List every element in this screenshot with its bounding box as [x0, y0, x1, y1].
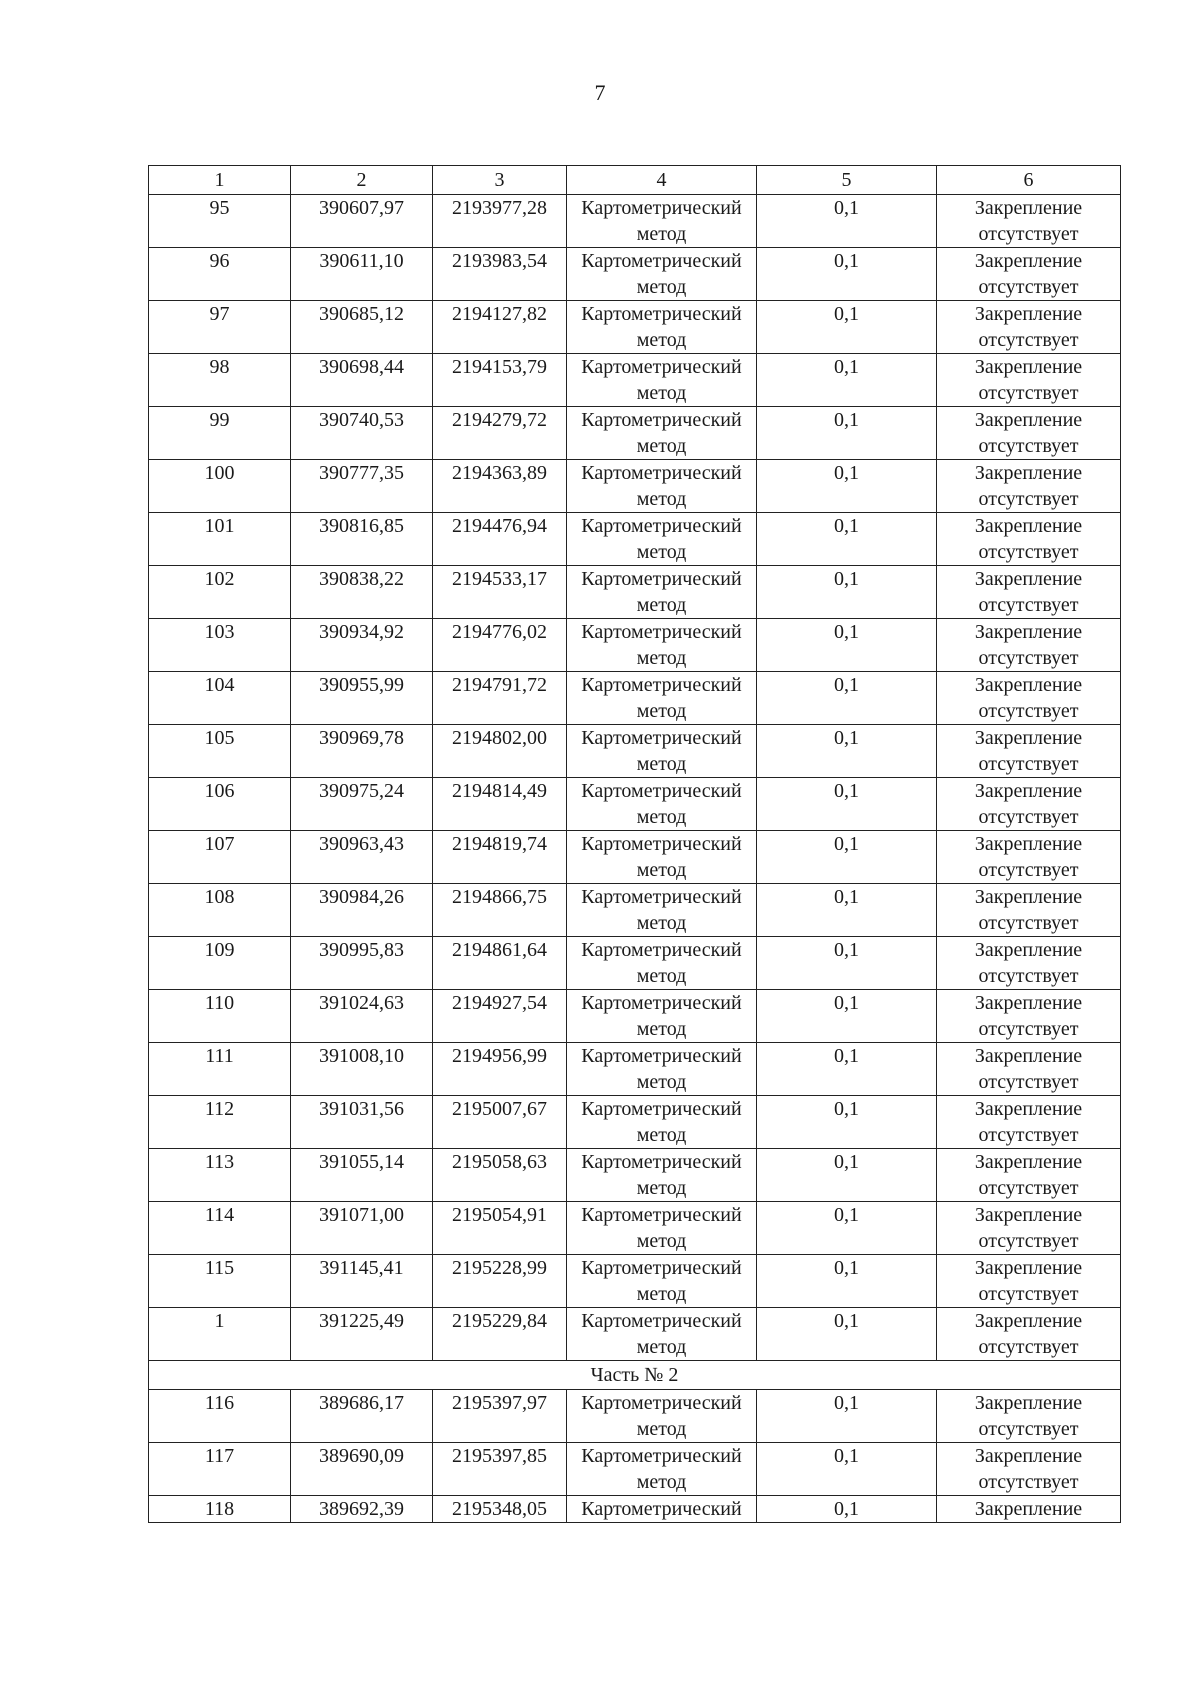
method-cell — [567, 1308, 757, 1361]
method-cell-line1: Картометрический — [581, 1045, 742, 1067]
method-cell-line2: метод — [636, 700, 687, 722]
method-cell-line2: метод — [636, 1336, 687, 1358]
x-coordinate-cell: 391225,49 — [291, 1308, 433, 1361]
y-coordinate-cell: 2194927,54 — [433, 990, 567, 1043]
fixation-cell-line2: отсутствует — [978, 1471, 1079, 1493]
method-cell — [567, 195, 757, 248]
table-row — [149, 1390, 1121, 1443]
y-coordinate-cell: 2195397,85 — [433, 1443, 567, 1496]
method-cell — [567, 1496, 757, 1523]
point-number-cell: 105 — [149, 725, 291, 778]
table-row — [149, 301, 1121, 354]
point-number-cell: 115 — [149, 1255, 291, 1308]
x-coordinate-cell: 390698,44 — [291, 354, 433, 407]
point-number-cell: 109 — [149, 937, 291, 990]
page-number: 7 — [594, 80, 606, 105]
method-cell — [567, 407, 757, 460]
point-number-cell: 116 — [149, 1390, 291, 1443]
fixation-cell-line1: Закрепление — [974, 1392, 1083, 1414]
x-coordinate-cell: 390984,26 — [291, 884, 433, 937]
table-row — [149, 1443, 1121, 1496]
x-coordinate-cell: 389690,09 — [291, 1443, 433, 1496]
accuracy-cell: 0,1 — [757, 513, 937, 566]
accuracy-cell: 0,1 — [757, 831, 937, 884]
point-number-cell: 103 — [149, 619, 291, 672]
method-cell — [567, 937, 757, 990]
y-coordinate-cell: 2195397,97 — [433, 1390, 567, 1443]
column-header: 2 — [291, 166, 433, 195]
method-cell — [567, 725, 757, 778]
method-cell-line1: Картометрический — [581, 939, 742, 961]
fixation-cell — [937, 566, 1121, 619]
table-row — [149, 884, 1121, 937]
section-row — [149, 1361, 1121, 1390]
fixation-cell-line1: Закрепление — [974, 1310, 1083, 1332]
y-coordinate-cell: 2194363,89 — [433, 460, 567, 513]
fixation-cell-line1: Закрепление — [974, 1045, 1083, 1067]
point-number-cell: 97 — [149, 301, 291, 354]
method-cell-line2: метод — [636, 1071, 687, 1093]
table-row — [149, 937, 1121, 990]
accuracy-cell: 0,1 — [757, 460, 937, 513]
method-cell-line1: Картометрический — [581, 833, 742, 855]
x-coordinate-cell: 390975,24 — [291, 778, 433, 831]
x-coordinate-cell: 390963,43 — [291, 831, 433, 884]
table-row — [149, 990, 1121, 1043]
point-number-cell: 108 — [149, 884, 291, 937]
y-coordinate-cell: 2193983,54 — [433, 248, 567, 301]
method-cell-line2: метод — [636, 223, 687, 245]
table-row — [149, 460, 1121, 513]
table-row — [149, 778, 1121, 831]
fixation-cell — [937, 248, 1121, 301]
method-cell-line2: метод — [636, 912, 687, 934]
method-cell-line2: метод — [636, 1418, 687, 1440]
fixation-cell-line1: Закрепление — [974, 1098, 1083, 1120]
y-coordinate-cell: 2194153,79 — [433, 354, 567, 407]
accuracy-cell: 0,1 — [757, 1096, 937, 1149]
method-cell-line1: Картометрический — [581, 1392, 742, 1414]
fixation-cell-line2: отсутствует — [978, 647, 1079, 669]
x-coordinate-cell: 390816,85 — [291, 513, 433, 566]
method-cell — [567, 1043, 757, 1096]
fixation-cell-line1: Закрепление — [974, 1257, 1083, 1279]
fixation-cell-line2: отсутствует — [978, 594, 1079, 616]
y-coordinate-cell: 2194279,72 — [433, 407, 567, 460]
y-coordinate-cell: 2194127,82 — [433, 301, 567, 354]
table-row — [149, 1255, 1121, 1308]
method-cell-line1: Картометрический — [581, 1204, 742, 1226]
method-cell-line1: Картометрический — [581, 1257, 742, 1279]
fixation-cell-line1: Закрепление — [974, 250, 1083, 272]
method-cell — [567, 619, 757, 672]
y-coordinate-cell: 2194861,64 — [433, 937, 567, 990]
column-header: 5 — [757, 166, 937, 195]
fixation-cell — [937, 513, 1121, 566]
fixation-cell — [937, 778, 1121, 831]
table-row — [149, 619, 1121, 672]
method-cell-line2: метод — [636, 276, 687, 298]
accuracy-cell: 0,1 — [757, 1202, 937, 1255]
accuracy-cell: 0,1 — [757, 1443, 937, 1496]
accuracy-cell: 0,1 — [757, 1390, 937, 1443]
fixation-cell — [937, 354, 1121, 407]
x-coordinate-cell: 390611,10 — [291, 248, 433, 301]
point-number-cell: 107 — [149, 831, 291, 884]
method-cell-line2: метод — [636, 647, 687, 669]
fixation-cell-line1: Закрепление — [974, 515, 1083, 537]
fixation-cell-line1: Закрепление — [974, 568, 1083, 590]
x-coordinate-cell: 389692,39 — [291, 1496, 433, 1523]
table-row — [149, 195, 1121, 248]
point-number-cell: 102 — [149, 566, 291, 619]
method-cell — [567, 566, 757, 619]
fixation-cell — [937, 460, 1121, 513]
fixation-cell — [937, 831, 1121, 884]
method-cell — [567, 354, 757, 407]
method-cell-line1: Картометрический — [581, 727, 742, 749]
fixation-cell-line2: отсутствует — [978, 753, 1079, 775]
y-coordinate-cell: 2194476,94 — [433, 513, 567, 566]
accuracy-cell: 0,1 — [757, 884, 937, 937]
method-cell — [567, 831, 757, 884]
method-cell-line2: метод — [636, 541, 687, 563]
fixation-cell-line2: отсутствует — [978, 1124, 1079, 1146]
fixation-cell-line2: отсутствует — [978, 1230, 1079, 1252]
accuracy-cell: 0,1 — [757, 301, 937, 354]
point-number-cell: 104 — [149, 672, 291, 725]
fixation-cell-line2: отсутствует — [978, 435, 1079, 457]
fixation-cell-line1: Закрепление — [974, 1445, 1083, 1467]
table-row — [149, 1096, 1121, 1149]
method-cell-line2: метод — [636, 1230, 687, 1252]
method-cell-line2: метод — [636, 1018, 687, 1040]
accuracy-cell: 0,1 — [757, 619, 937, 672]
y-coordinate-cell: 2195058,63 — [433, 1149, 567, 1202]
method-cell-line2: метод — [636, 382, 687, 404]
method-cell — [567, 1202, 757, 1255]
method-cell — [567, 1390, 757, 1443]
x-coordinate-cell: 391031,56 — [291, 1096, 433, 1149]
fixation-cell — [937, 990, 1121, 1043]
x-coordinate-cell: 391024,63 — [291, 990, 433, 1043]
method-cell — [567, 778, 757, 831]
fixation-cell-line1: Закрепление — [974, 1151, 1083, 1173]
y-coordinate-cell: 2195007,67 — [433, 1096, 567, 1149]
x-coordinate-cell: 390685,12 — [291, 301, 433, 354]
fixation-cell — [937, 407, 1121, 460]
method-cell-line1: Картометрический — [581, 1498, 742, 1520]
table-row — [149, 248, 1121, 301]
y-coordinate-cell: 2194776,02 — [433, 619, 567, 672]
table-row — [149, 513, 1121, 566]
point-number-cell: 112 — [149, 1096, 291, 1149]
method-cell-line1: Картометрический — [581, 992, 742, 1014]
method-cell-line1: Картометрический — [581, 1310, 742, 1332]
table-row — [149, 1496, 1121, 1523]
fixation-cell — [937, 1496, 1121, 1523]
accuracy-cell: 0,1 — [757, 937, 937, 990]
fixation-cell-line1: Закрепление — [974, 462, 1083, 484]
method-cell-line1: Картометрический — [581, 303, 742, 325]
method-cell-line2: метод — [636, 859, 687, 881]
point-number-cell: 100 — [149, 460, 291, 513]
x-coordinate-cell: 391055,14 — [291, 1149, 433, 1202]
method-cell — [567, 884, 757, 937]
point-number-cell: 110 — [149, 990, 291, 1043]
fixation-cell-line2: отсутствует — [978, 488, 1079, 510]
accuracy-cell: 0,1 — [757, 1308, 937, 1361]
method-cell-line2: метод — [636, 488, 687, 510]
method-cell — [567, 990, 757, 1043]
fixation-cell-line2: отсутствует — [978, 382, 1079, 404]
method-cell-line1: Картометрический — [581, 621, 742, 643]
x-coordinate-cell: 390607,97 — [291, 195, 433, 248]
method-cell-line2: метод — [636, 1124, 687, 1146]
accuracy-cell: 0,1 — [757, 354, 937, 407]
point-number-cell: 106 — [149, 778, 291, 831]
fixation-cell-line2: отсутствует — [978, 806, 1079, 828]
method-cell — [567, 672, 757, 725]
fixation-cell — [937, 1043, 1121, 1096]
table-row — [149, 1202, 1121, 1255]
fixation-cell — [937, 937, 1121, 990]
method-cell-line1: Картометрический — [581, 1445, 742, 1467]
method-cell-line2: метод — [636, 753, 687, 775]
fixation-cell-line2: отсутствует — [978, 541, 1079, 563]
fixation-cell — [937, 672, 1121, 725]
point-number-cell: 1 — [149, 1308, 291, 1361]
method-cell — [567, 513, 757, 566]
x-coordinate-cell: 389686,17 — [291, 1390, 433, 1443]
fixation-cell-line1: Закрепление — [974, 197, 1083, 219]
accuracy-cell: 0,1 — [757, 778, 937, 831]
point-number-cell: 95 — [149, 195, 291, 248]
x-coordinate-cell: 390995,83 — [291, 937, 433, 990]
coordinates-table — [148, 165, 1121, 1523]
x-coordinate-cell: 390740,53 — [291, 407, 433, 460]
method-cell-line1: Картометрический — [581, 1098, 742, 1120]
table-row — [149, 672, 1121, 725]
fixation-cell-line1: Закрепление — [974, 727, 1083, 749]
fixation-cell-line1: Закрепление — [974, 992, 1083, 1014]
accuracy-cell: 0,1 — [757, 1255, 937, 1308]
x-coordinate-cell: 390934,92 — [291, 619, 433, 672]
method-cell-line1: Картометрический — [581, 250, 742, 272]
method-cell-line1: Картометрический — [581, 1151, 742, 1173]
fixation-cell-line2: отсутствует — [978, 223, 1079, 245]
y-coordinate-cell: 2195054,91 — [433, 1202, 567, 1255]
method-cell-line1: Картометрический — [581, 674, 742, 696]
fixation-cell-line1: Закрепление — [974, 303, 1083, 325]
method-cell — [567, 301, 757, 354]
point-number-cell: 111 — [149, 1043, 291, 1096]
method-cell-line2: метод — [636, 329, 687, 351]
method-cell-line1: Картометрический — [581, 409, 742, 431]
y-coordinate-cell: 2194533,17 — [433, 566, 567, 619]
fixation-cell-line1: Закрепление — [974, 621, 1083, 643]
fixation-cell — [937, 1443, 1121, 1496]
method-cell-line1: Картометрический — [581, 356, 742, 378]
accuracy-cell: 0,1 — [757, 407, 937, 460]
method-cell — [567, 1443, 757, 1496]
fixation-cell — [937, 1149, 1121, 1202]
method-cell — [567, 1255, 757, 1308]
method-cell-line2: метод — [636, 806, 687, 828]
fixation-cell-line2: отсутствует — [978, 1177, 1079, 1199]
accuracy-cell: 0,1 — [757, 1043, 937, 1096]
fixation-cell-line1: Закрепление — [974, 1498, 1083, 1520]
accuracy-cell: 0,1 — [757, 672, 937, 725]
fixation-cell-line1: Закрепление — [974, 674, 1083, 696]
fixation-cell — [937, 884, 1121, 937]
y-coordinate-cell: 2195348,05 — [433, 1496, 567, 1523]
fixation-cell-line2: отсутствует — [978, 1283, 1079, 1305]
fixation-cell — [937, 725, 1121, 778]
method-cell-line1: Картометрический — [581, 568, 742, 590]
method-cell-line1: Картометрический — [581, 462, 742, 484]
accuracy-cell: 0,1 — [757, 195, 937, 248]
fixation-cell — [937, 619, 1121, 672]
x-coordinate-cell: 390969,78 — [291, 725, 433, 778]
section-title: Часть № 2 — [149, 1361, 1121, 1390]
point-number-cell: 113 — [149, 1149, 291, 1202]
table-row — [149, 1149, 1121, 1202]
fixation-cell-line2: отсутствует — [978, 329, 1079, 351]
x-coordinate-cell: 390838,22 — [291, 566, 433, 619]
fixation-cell — [937, 1255, 1121, 1308]
table-row — [149, 566, 1121, 619]
method-cell-line2: метод — [636, 1177, 687, 1199]
y-coordinate-cell: 2194814,49 — [433, 778, 567, 831]
method-cell-line1: Картометрический — [581, 886, 742, 908]
point-number-cell: 101 — [149, 513, 291, 566]
column-header: 6 — [937, 166, 1121, 195]
fixation-cell — [937, 1202, 1121, 1255]
method-cell — [567, 248, 757, 301]
table-body — [149, 166, 1121, 1523]
y-coordinate-cell: 2195228,99 — [433, 1255, 567, 1308]
x-coordinate-cell: 391008,10 — [291, 1043, 433, 1096]
fixation-cell-line2: отсутствует — [978, 1071, 1079, 1093]
fixation-cell-line1: Закрепление — [974, 409, 1083, 431]
y-coordinate-cell: 2194866,75 — [433, 884, 567, 937]
x-coordinate-cell: 390777,35 — [291, 460, 433, 513]
method-cell — [567, 460, 757, 513]
fixation-cell — [937, 301, 1121, 354]
fixation-cell-line1: Закрепление — [974, 780, 1083, 802]
accuracy-cell: 0,1 — [757, 725, 937, 778]
x-coordinate-cell: 391071,00 — [291, 1202, 433, 1255]
accuracy-cell: 0,1 — [757, 990, 937, 1043]
accuracy-cell: 0,1 — [757, 1496, 937, 1523]
y-coordinate-cell: 2194802,00 — [433, 725, 567, 778]
y-coordinate-cell: 2194956,99 — [433, 1043, 567, 1096]
column-header: 3 — [433, 166, 567, 195]
y-coordinate-cell: 2195229,84 — [433, 1308, 567, 1361]
point-number-cell: 98 — [149, 354, 291, 407]
table-row — [149, 831, 1121, 884]
method-cell-line1: Картометрический — [581, 780, 742, 802]
column-header: 1 — [149, 166, 291, 195]
method-cell-line2: метод — [636, 594, 687, 616]
fixation-cell-line2: отсутствует — [978, 912, 1079, 934]
fixation-cell-line1: Закрепление — [974, 833, 1083, 855]
fixation-cell-line2: отсутствует — [978, 1336, 1079, 1358]
table-row — [149, 1043, 1121, 1096]
fixation-cell-line2: отсутствует — [978, 1018, 1079, 1040]
fixation-cell — [937, 1390, 1121, 1443]
x-coordinate-cell: 391145,41 — [291, 1255, 433, 1308]
method-cell-line2: метод — [636, 1283, 687, 1305]
table-row — [149, 354, 1121, 407]
point-number-cell: 99 — [149, 407, 291, 460]
fixation-cell-line2: отсутствует — [978, 276, 1079, 298]
y-coordinate-cell: 2194819,74 — [433, 831, 567, 884]
y-coordinate-cell: 2193977,28 — [433, 195, 567, 248]
table-row — [149, 407, 1121, 460]
fixation-cell-line2: отсутствует — [978, 965, 1079, 987]
fixation-cell-line1: Закрепление — [974, 939, 1083, 961]
method-cell — [567, 1096, 757, 1149]
method-cell — [567, 1149, 757, 1202]
fixation-cell-line2: отсутствует — [978, 859, 1079, 881]
fixation-cell — [937, 1308, 1121, 1361]
method-cell-line1: Картометрический — [581, 515, 742, 537]
method-cell-line1: Картометрический — [581, 197, 742, 219]
fixation-cell-line1: Закрепление — [974, 1204, 1083, 1226]
point-number-cell: 118 — [149, 1496, 291, 1523]
table-row — [149, 725, 1121, 778]
table-row — [149, 1308, 1121, 1361]
accuracy-cell: 0,1 — [757, 1149, 937, 1202]
fixation-cell — [937, 195, 1121, 248]
x-coordinate-cell: 390955,99 — [291, 672, 433, 725]
fixation-cell-line1: Закрепление — [974, 886, 1083, 908]
column-header: 4 — [567, 166, 757, 195]
table-header-row — [149, 166, 1121, 195]
accuracy-cell: 0,1 — [757, 248, 937, 301]
method-cell-line2: метод — [636, 1471, 687, 1493]
point-number-cell: 96 — [149, 248, 291, 301]
accuracy-cell: 0,1 — [757, 566, 937, 619]
fixation-cell-line2: отсутствует — [978, 700, 1079, 722]
fixation-cell-line2: отсутствует — [978, 1418, 1079, 1440]
point-number-cell: 114 — [149, 1202, 291, 1255]
fixation-cell — [937, 1096, 1121, 1149]
fixation-cell-line1: Закрепление — [974, 356, 1083, 378]
method-cell-line2: метод — [636, 965, 687, 987]
y-coordinate-cell: 2194791,72 — [433, 672, 567, 725]
point-number-cell: 117 — [149, 1443, 291, 1496]
method-cell-line2: метод — [636, 435, 687, 457]
